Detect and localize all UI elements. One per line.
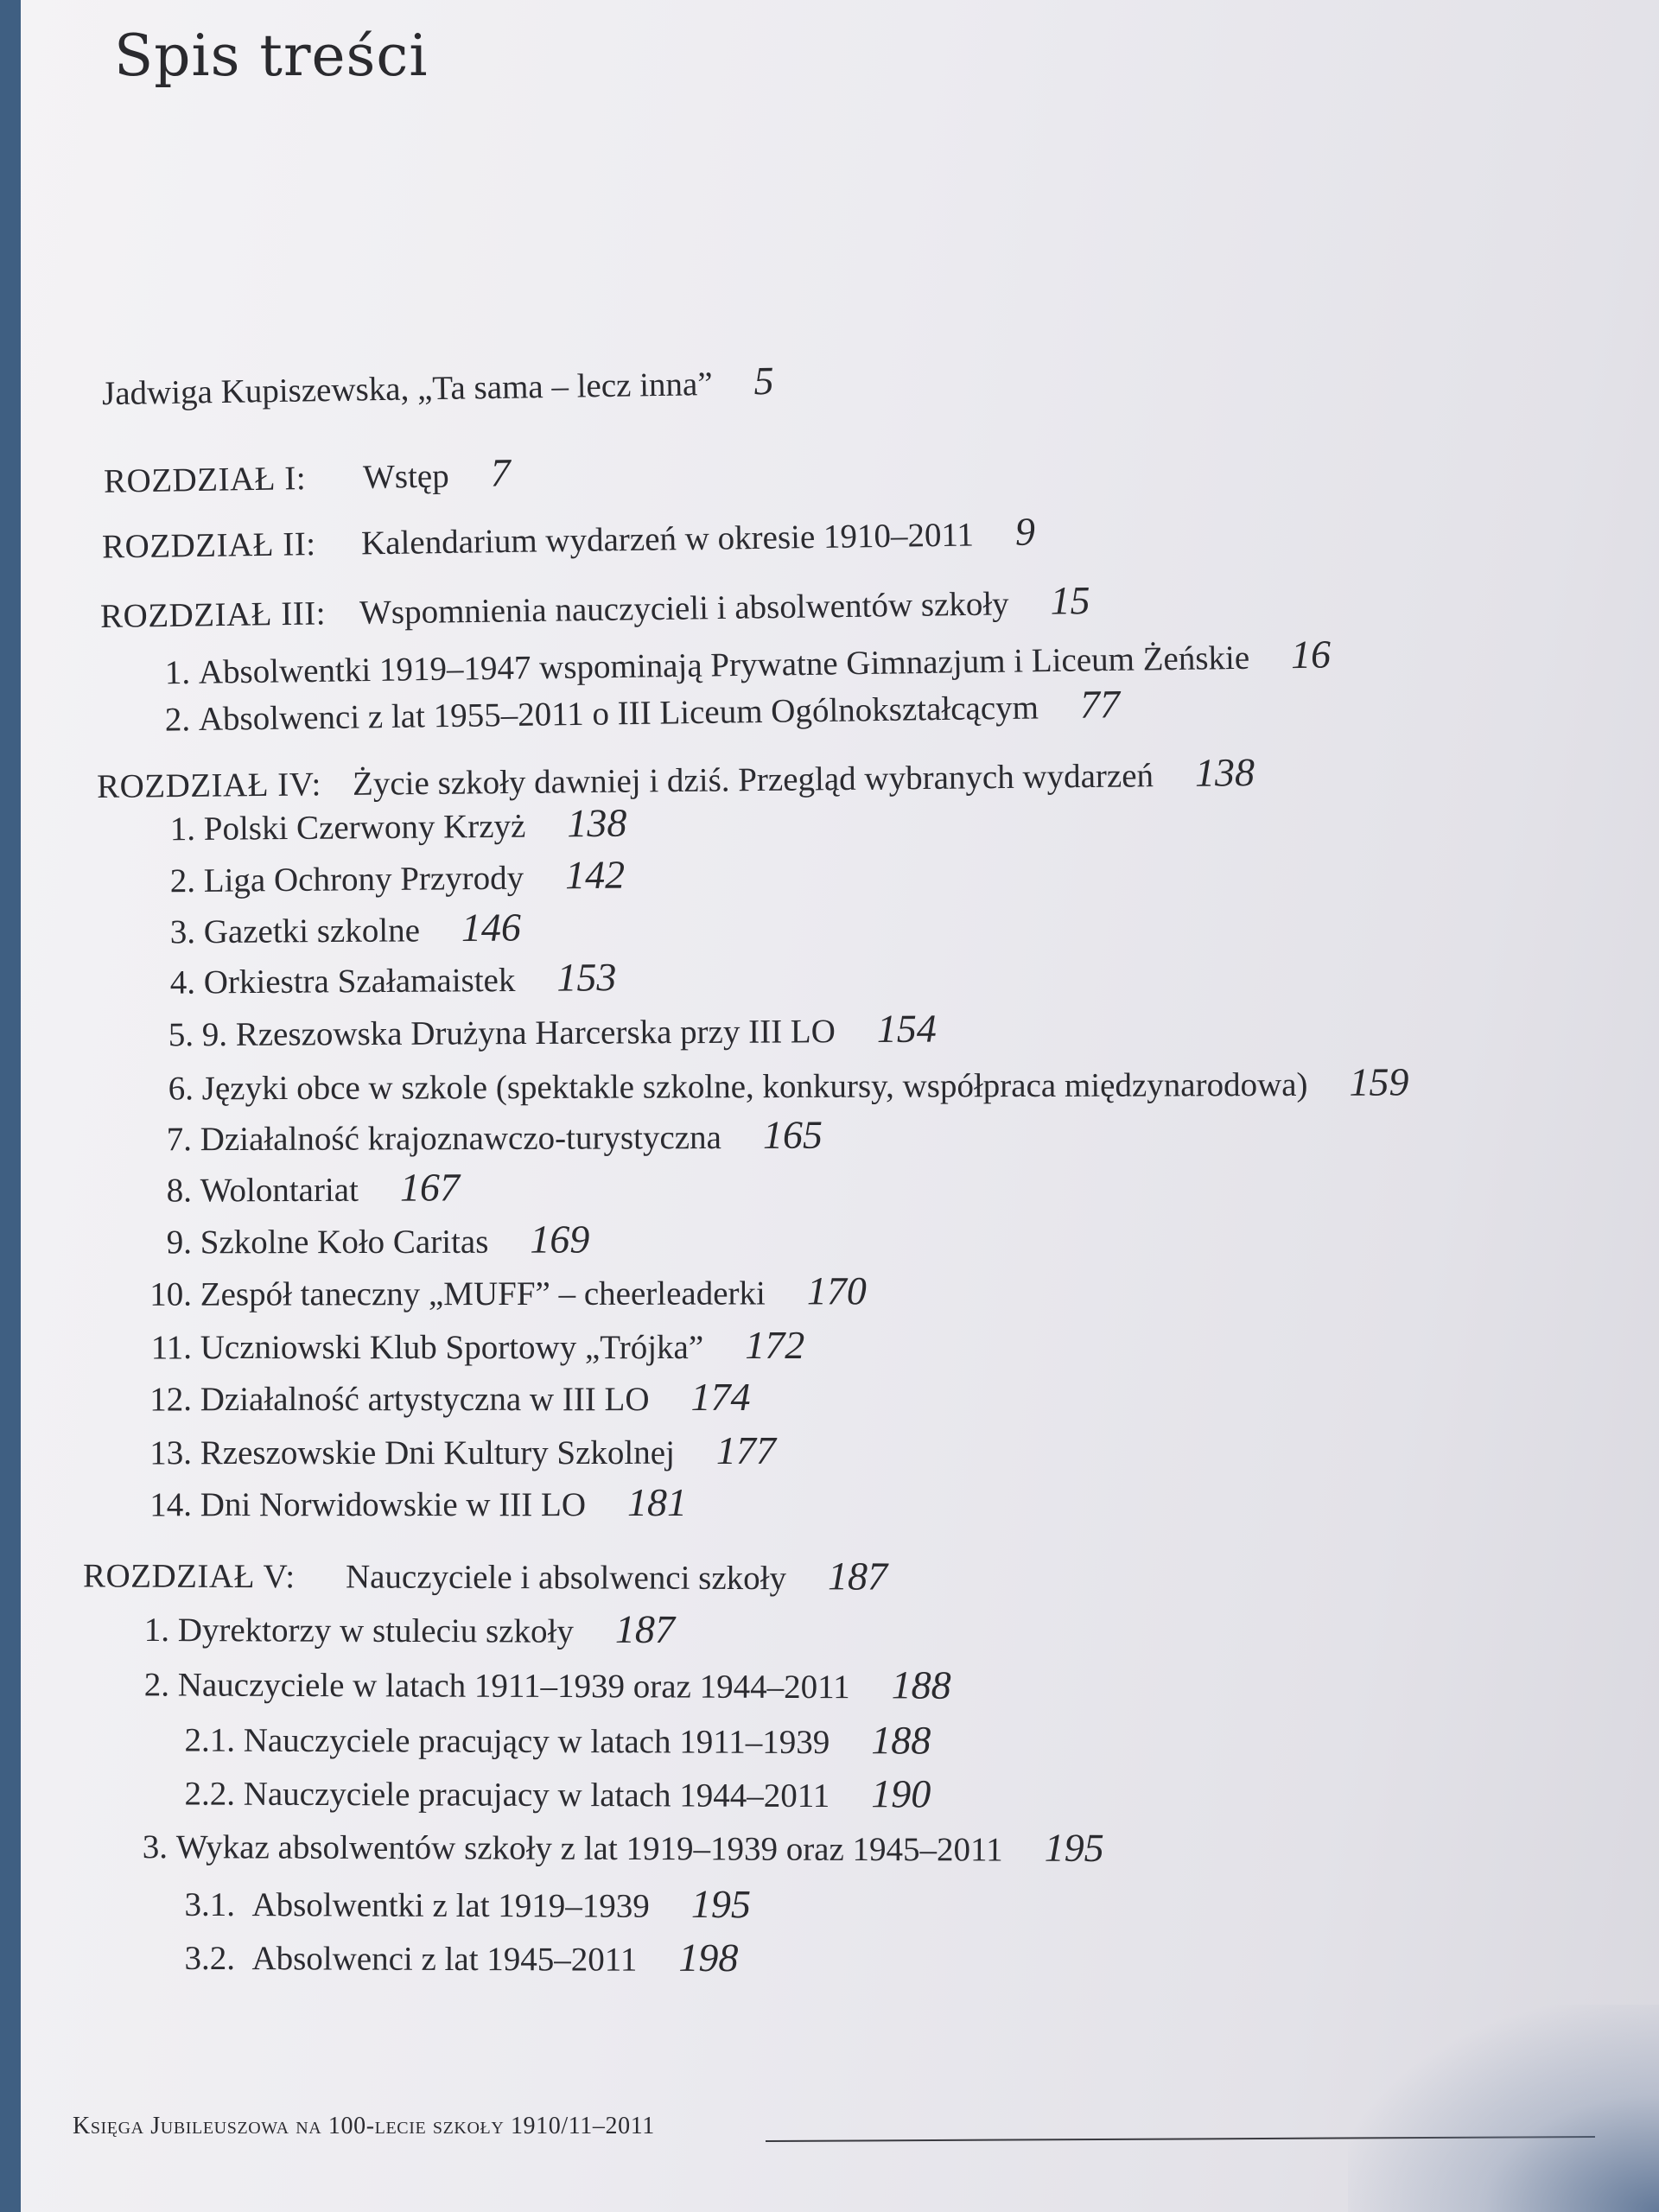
toc-page-number: 154 <box>876 1006 937 1051</box>
toc-chapter-5 <box>83 1550 887 1599</box>
toc-page-number: 195 <box>1044 1825 1104 1870</box>
toc-subentry <box>147 1164 460 1211</box>
toc-page-number: 188 <box>891 1662 951 1707</box>
book-footer-title: Księga Jubileuszowa na 100-lecie szkoły 1910/11–2011 <box>73 2113 655 2139</box>
toc-subentry-text: Wykaz absolwentów szkoły z lat 1919–1939 oraz 1945–2011 <box>175 1828 1003 1869</box>
toc-page-number: 77 <box>1079 682 1121 727</box>
toc-page-number: 15 <box>1050 578 1090 623</box>
chapter-title: Wstęp <box>362 457 450 496</box>
toc-subentry-number: 3. <box>142 1828 168 1866</box>
toc-chapter-4 <box>97 749 1255 807</box>
toc-subentry-text: Dni Norwidowskie w III LO <box>200 1486 587 1523</box>
toc-subentry-number: 10. <box>149 1275 193 1313</box>
toc-subentry-number: 2.1. <box>184 1721 236 1759</box>
toc-page-number: 172 <box>745 1323 805 1367</box>
toc-subentry-text: Zespół taneczny „MUFF” – cheerleaderki <box>200 1274 766 1313</box>
toc-subentry-number: 1. <box>164 653 191 692</box>
toc-subentry-number: 7. <box>166 1121 193 1159</box>
toc-subentry <box>133 1821 1104 1871</box>
toc-page-number: 138 <box>567 800 627 846</box>
toc-page-number: 167 <box>399 1165 460 1210</box>
toc-subentry-number: 13. <box>149 1434 192 1471</box>
toc-page-number: 190 <box>871 1771 931 1816</box>
toc-subentry-number: 4. <box>169 963 196 1001</box>
toc-page-number: 195 <box>690 1881 751 1927</box>
toc-subentry <box>150 954 617 1003</box>
toc-subentry-text: Absolwenci z lat 1945–2011 <box>251 1940 638 1979</box>
toc-intro-entry <box>102 358 774 414</box>
toc-page-number: 138 <box>1194 749 1255 795</box>
toc-subentry-text: Gazetki szkolne <box>203 912 421 951</box>
toc-subentry <box>150 905 521 953</box>
toc-page-number: 159 <box>1349 1059 1409 1104</box>
toc-subentry-number: 1. <box>143 1611 170 1649</box>
toc-page-number: 5 <box>753 358 774 404</box>
toc-page-number: 174 <box>690 1375 751 1419</box>
toc-subentry-number: 14. <box>149 1486 192 1523</box>
toc-subentry-text: Polski Czerwony Krzyż <box>203 807 526 848</box>
toc-subentry <box>149 1058 1409 1109</box>
toc-page-number: 188 <box>871 1718 931 1763</box>
toc-page-number: 169 <box>530 1217 590 1262</box>
toc-subentry-number: 5. <box>168 1016 194 1054</box>
toc-page-number: 170 <box>806 1268 867 1313</box>
toc-subentry-text: Działalność krajoznawczo-turystyczna <box>200 1119 721 1159</box>
toc-subentry <box>149 1006 937 1056</box>
toc-subentry-text: Dyrektorzy w stuleciu szkoły <box>177 1611 574 1650</box>
toc-subentry-number: 1. <box>169 810 196 849</box>
toc-page-number: 142 <box>564 852 626 898</box>
toc-chapter-2 <box>102 508 1036 567</box>
toc-page-number: 165 <box>762 1112 823 1157</box>
toc-entry-text: Jadwiga Kupiszewska, „Ta sama – lecz inna” <box>101 365 713 413</box>
toc-subentry-number: 2.2. <box>184 1775 236 1813</box>
toc-subentry-text: Rzeszowskie Dni Kultury Szkolnej <box>200 1434 675 1471</box>
toc-subentry-number: 6. <box>168 1070 194 1108</box>
toc-subentry <box>181 1879 751 1927</box>
toc-subentry <box>150 852 626 902</box>
chapter-label: ROZDZIAŁ IV: <box>96 766 322 806</box>
toc-subentry-text: Absolwentki 1919–1947 wspominają Prywatne Gimnazjum i Liceum Żeńskie <box>198 639 1250 691</box>
chapter-title: Nauczyciele i absolwenci szkoły <box>345 1558 787 1598</box>
toc-subentry-number: 2. <box>169 861 196 900</box>
chapter-title: Wspomnienia nauczycieli i absolwentów szkoły <box>359 585 1009 632</box>
toc-subentry-text: Wolontariat <box>200 1171 359 1210</box>
toc-subentry-text: Nauczyciele w latach 1911–1939 oraz 1944–2011 <box>177 1666 850 1707</box>
toc-subentry-text: Działalność artystyczna w III LO <box>200 1381 650 1418</box>
toc-subentry-number: 3.1. <box>184 1885 236 1924</box>
toc-subentry <box>135 1659 951 1707</box>
page-shadow <box>1348 2005 1659 2212</box>
toc-subentry-number: 3. <box>169 913 196 951</box>
toc-page-number: 177 <box>715 1428 776 1472</box>
toc-subentry <box>181 1768 931 1816</box>
toc-subentry <box>147 1217 589 1263</box>
toc-subentry-number: 8. <box>166 1172 193 1210</box>
toc-page-number: 9 <box>1014 509 1036 554</box>
chapter-label: ROZDZIAŁ V: <box>82 1557 296 1596</box>
toc-subentry-number: 2. <box>143 1666 170 1704</box>
chapter-title: Kalendarium wydarzeń w okresie 1910–2011 <box>360 516 975 563</box>
chapter-title: Życie szkoły dawniej i dziś. Przegląd wybranych wydarzeń <box>352 757 1154 803</box>
toc-subentry <box>135 1605 675 1652</box>
chapter-label: ROZDZIAŁ I: <box>103 460 307 500</box>
toc-subentry-text: Absolwenci z lat 1955–2011 o III Liceum Ogólnokształcącym <box>198 689 1039 739</box>
chapter-label: ROZDZIAŁ III: <box>99 594 327 635</box>
toc-subentry-text: Języki obce w szkole (spektakle szkolne, konkursy, współpraca międzynarodowa) <box>201 1065 1308 1108</box>
toc-subentry-number: 12. <box>149 1381 192 1418</box>
toc-subentry <box>181 1933 739 1980</box>
toc-subentry <box>181 1714 931 1763</box>
toc-subentry <box>147 1268 867 1314</box>
toc-subentry-text: Szkolne Koło Caritas <box>200 1223 489 1262</box>
toc-subentry-text: Nauczyciele pracujący w latach 1911–1939 <box>243 1721 830 1762</box>
chapter-label: ROZDZIAŁ II: <box>101 525 316 566</box>
toc-subentry-text: Liga Ochrony Przyrody <box>203 859 524 899</box>
toc-subentry-number: 11. <box>150 1329 192 1366</box>
toc-subentry-text: Nauczyciele pracujacy w latach 1944–2011 <box>243 1775 830 1815</box>
toc-page-number: 146 <box>461 905 522 950</box>
toc-subentry <box>147 1322 804 1368</box>
toc-page-number: 187 <box>827 1554 888 1599</box>
toc-chapter-3 <box>100 577 1090 637</box>
footer-rule <box>766 2136 1595 2142</box>
toc-subentry-text: Absolwentki z lat 1919–1939 <box>251 1886 650 1925</box>
toc-page-number: 7 <box>490 450 512 495</box>
toc-page-number: 198 <box>678 1935 739 1980</box>
toc-subentry-text: 9. Rzeszowska Drużyna Harcerska przy III LO <box>201 1013 836 1054</box>
toc-subentry <box>147 1479 687 1525</box>
toc-subentry <box>150 631 1332 693</box>
toc-page-number: 187 <box>614 1606 675 1652</box>
page-title: Spis treści <box>114 22 429 89</box>
toc-page-number: 181 <box>627 1480 688 1524</box>
toc-subentry-number: 2. <box>164 701 191 739</box>
toc-subentry-text: Uczniowski Klub Sportowy „Trójka” <box>200 1329 704 1366</box>
toc-chapter-1 <box>104 449 511 501</box>
toc-subentry-number: 9. <box>166 1224 193 1262</box>
toc-page-number: 16 <box>1290 632 1332 677</box>
toc-subentry <box>147 1427 776 1473</box>
toc-subentry <box>147 1112 823 1160</box>
toc-subentry <box>150 800 627 850</box>
toc-subentry <box>147 1374 751 1420</box>
book-page <box>21 0 1659 2212</box>
toc-subentry-number: 3.2. <box>184 1939 236 1978</box>
toc-page-number: 153 <box>556 955 617 1000</box>
toc-subentry-text: Orkiestra Szałamaistek <box>203 961 516 1001</box>
